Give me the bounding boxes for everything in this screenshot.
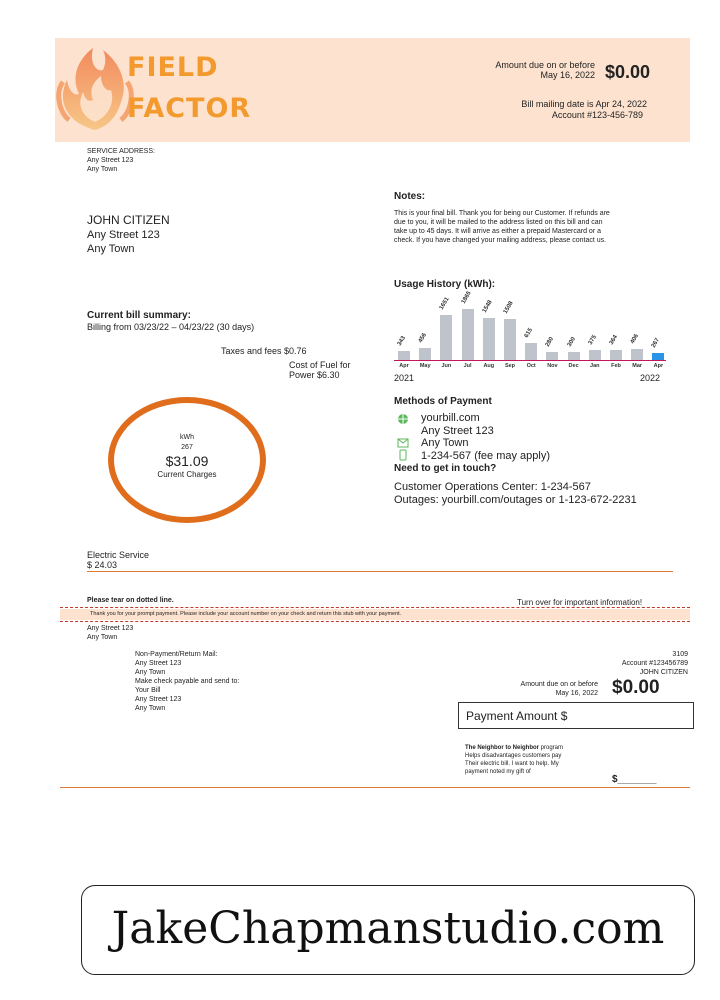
usage-bar-may [419,348,431,360]
usage-bar-nov [546,352,558,360]
usage-month-label: May [419,363,431,369]
stub-address-town: Any Town [87,634,118,641]
usage-bar-jan [589,350,601,360]
stub-bottom-rule [60,787,690,788]
stub-due-label-1: Amount due on or before [520,681,598,688]
electric-service-amount: $ 24.03 [87,560,118,570]
usage-bar-apr [398,351,410,360]
service-address-label: SERVICE ADDRESS: [87,148,155,155]
usage-month-label: Jun [441,363,452,369]
contact-title: Need to get in touch? [394,463,497,474]
usage-month-label: Dec [568,363,579,369]
usage-bar-label: 343 [396,334,408,347]
usage-bar-label: 300 [566,336,577,348]
stub-account: Account #123456789 [621,660,688,667]
amount-due-label-1: Amount due on or before [495,60,595,70]
summary-title: Current bill summary: [87,310,191,321]
brand-line-2: FACTOR [127,93,252,124]
usage-bar-apr [652,353,664,360]
usage-month-label: Apr [653,363,664,369]
notes-line: due to you, it will be mailed to the address listed on this bill and can [394,219,603,226]
usage-bar-label: 1865 [460,290,473,305]
flame-logo-icon [55,42,135,132]
notes-line: This is your final bill. Thank you for being our Customer. If refunds are [394,210,610,217]
payment-web[interactable]: yourbill.com [421,412,480,424]
usage-bar-dec [568,352,580,360]
section-divider [87,571,673,572]
mail-icon [397,438,409,448]
usage-bar-jun [440,315,452,360]
return-mail-line: Any Town [135,669,166,676]
notes-body [394,209,664,245]
circle-unit: kWh [180,434,194,441]
payment-amount-field[interactable] [458,702,694,729]
ops-center: Customer Operations Center: 1-234-567 [394,481,591,493]
usage-bar-label: 267 [651,337,662,349]
fuel-cost-line-2: Power $6.30 [289,370,340,380]
neighbor-line: Their electric bill. I want to help. My [465,761,559,767]
return-mail-line: Non-Payment/Return Mail: [135,651,218,658]
amount-due-value: $0.00 [605,62,651,82]
mailing-date: Bill mailing date is Apr 24, 2022 [521,99,647,109]
tear-instruction: Please tear on dotted line. [87,597,174,604]
current-charges-circle [108,397,266,523]
usage-bar-aug [483,318,495,360]
billing-period: Billing from 03/23/22 – 04/23/22 (30 days) [87,322,255,332]
account-number: Account #123-456-789 [551,110,643,120]
usage-month-label: Feb [611,363,621,369]
stub-name: JOHN CITIZEN [639,669,688,676]
chart-year-end: 2022 [640,373,661,383]
chart-year-start: 2021 [394,373,415,383]
usage-month-label: Oct [526,363,536,369]
return-mail-block [135,650,239,713]
usage-bar-sep [504,319,516,360]
customer-street: Any Street 123 [87,229,160,241]
circle-amount: $31.09 [165,453,209,469]
phone-icon [399,449,407,461]
neighbor-line: payment noted my gift of [465,769,531,775]
customer-name: JOHN CITIZEN [87,213,170,227]
stub-address-street: Any Street 123 [87,625,134,632]
payment-methods-title: Methods of Payment [394,396,492,407]
amount-due-label-2: May 16, 2022 [540,70,595,80]
notes-line: check. If you have changed your mailing address, please contact us. [394,237,607,244]
usage-bar-feb [610,350,622,360]
bill-header [55,38,690,142]
thanks-note: Thank you for your prompt payment. Please include your account number on your check and return this stub with your payment. [90,611,402,617]
service-address-street: Any Street 123 [87,157,134,164]
return-mail-line: Your Bill [135,687,161,694]
return-mail-line: Any Street 123 [135,696,182,703]
neighbor-program [465,744,563,776]
fuel-cost-line-1: Cost of Fuel for [289,360,351,370]
notes-line: take up to 45 days. It will arrive as either a prepaid Mastercard or a [394,228,601,235]
tear-dotted-line-lower [60,621,690,622]
donation-line[interactable]: $_______ [612,774,657,785]
circle-label: Current Charges [157,470,217,479]
usage-month-label: Nov [547,363,558,369]
usage-month-label: Apr [399,363,409,369]
usage-bar-label: 1508 [502,300,515,315]
usage-bar-label: 456 [417,331,429,344]
turn-over-note: Turn over for important information! [517,598,643,607]
usage-bar-label: 375 [587,334,598,346]
payment-town: Any Town [421,437,469,449]
usage-month-label: Jan [590,363,600,369]
usage-bar-label: 1651 [439,296,452,311]
stub-code: 3109 [672,651,688,658]
usage-bar-label: 406 [629,333,641,345]
usage-bar-jul [462,309,474,360]
chart-title: Usage History (kWh): [394,279,496,290]
outages-info: Outages: yourbill.com/outages or 1-123-672-2231 [394,494,637,506]
globe-icon [397,413,409,425]
usage-bar-oct [525,343,537,360]
watermark-text: JakeChapmanstudio.com [111,903,665,954]
stub-amount: $0.00 [612,677,660,698]
notes-title: Notes: [394,191,426,202]
service-address-town: Any Town [87,166,118,173]
circle-kwh: 267 [181,444,193,451]
usage-chart [394,290,670,386]
brand-line-1: FIELD [127,52,219,83]
neighbor-line: Helps disadvantages customers pay [465,753,562,759]
usage-bar-label: 280 [545,336,556,349]
usage-bar-label: 1548 [481,299,494,314]
taxes-fees: Taxes and fees $0.76 [221,346,307,356]
neighbor-title: The Neighbor to Neighbor [465,745,539,751]
chart-baseline [394,360,666,361]
usage-month-label: Jul [463,363,472,369]
tear-dotted-line [60,607,690,608]
usage-bar-label: 364 [608,334,620,347]
electric-service-label: Electric Service [87,550,150,560]
usage-bar-mar [631,349,643,360]
return-mail-line: Any Town [135,705,166,712]
payment-phone: 1-234-567 (fee may apply) [421,450,551,462]
usage-month-label: Sep [504,363,516,369]
customer-town: Any Town [87,243,135,255]
stub-due-label-2: May 16, 2022 [555,690,598,697]
usage-bar-label: 615 [523,327,535,340]
usage-month-label: Mar [632,363,643,369]
usage-month-label: Aug [483,363,495,369]
return-mail-line: Make check payable and send to: [135,678,240,685]
watermark-banner [81,885,695,975]
payment-street: Any Street 123 [421,425,494,437]
neighbor-suffix: program [539,745,564,751]
return-mail-line: Any Street 123 [135,660,182,667]
payment-amount-label: Payment Amount $ [466,709,568,723]
